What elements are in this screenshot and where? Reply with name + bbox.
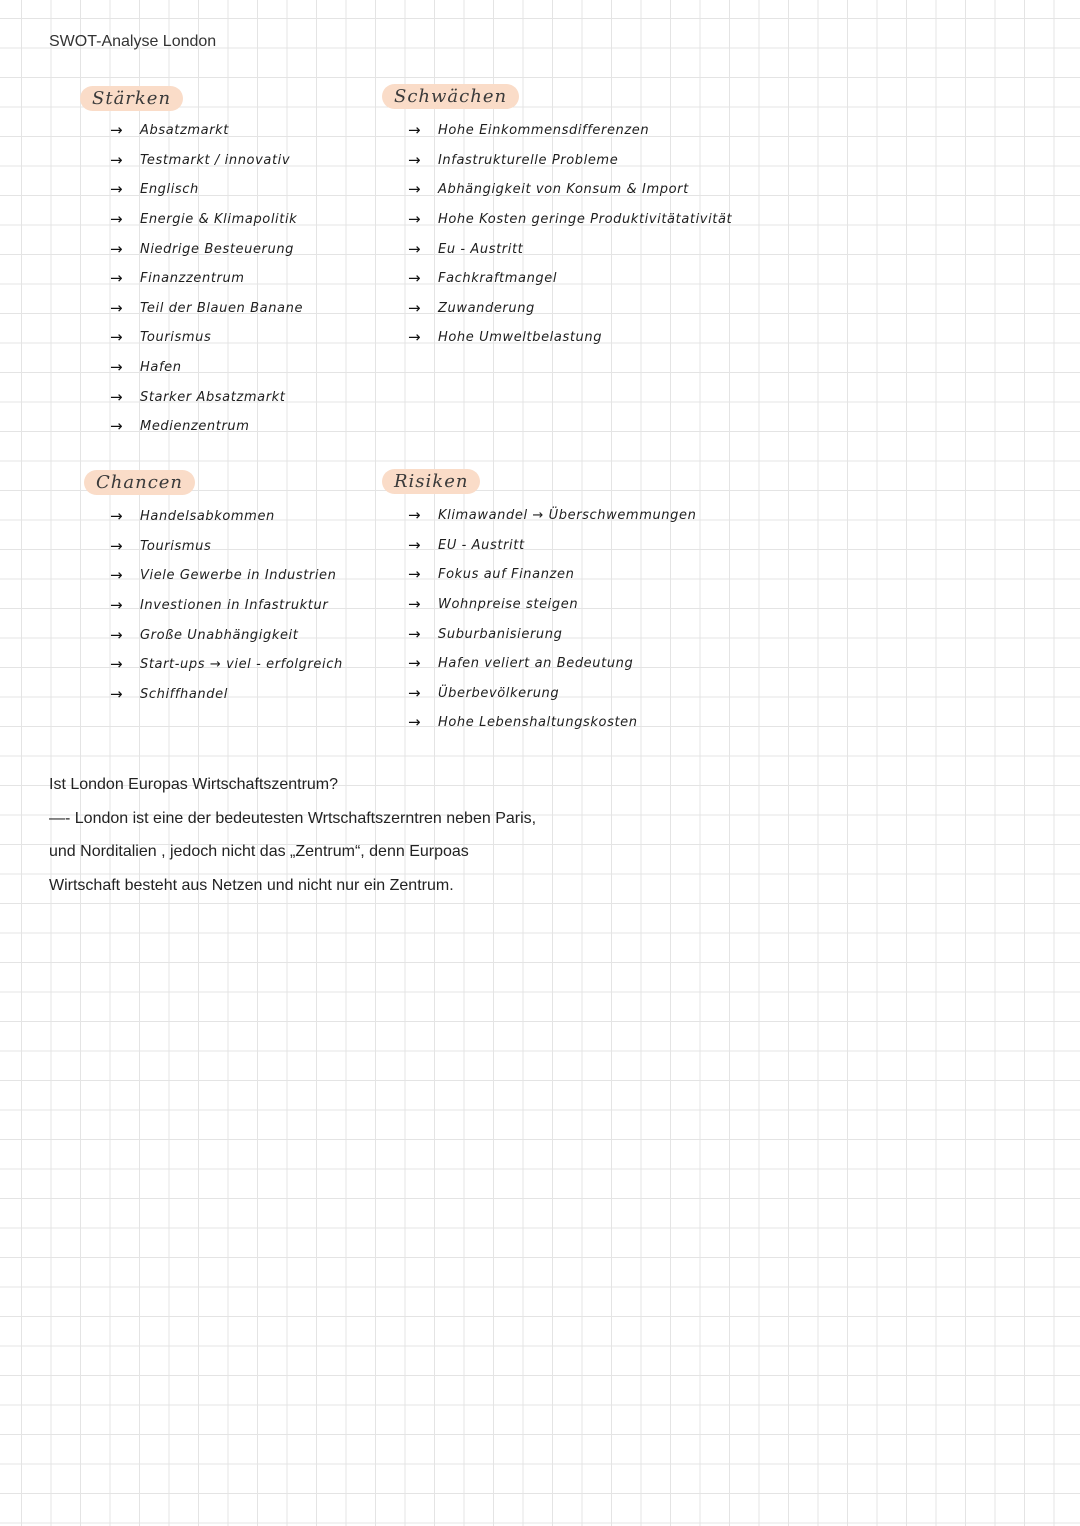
list-item: → Start-ups → viel - erfolgreich [110, 655, 343, 674]
list-item: → Überbevölkerung [408, 683, 560, 702]
list-item: → Investionen in Infastruktur [110, 596, 329, 615]
arrow-icon: → [408, 150, 422, 169]
arrow-icon: → [408, 239, 422, 258]
page-title: SWOT-Analyse London [49, 33, 217, 50]
arrow-icon: → [110, 684, 124, 703]
arrow-icon: → [110, 328, 124, 347]
answer-line: und Norditalien , jedoch nicht das „Zentrum“, denn Eurpoas [49, 843, 469, 860]
list-item: → EU - Austritt [408, 535, 525, 554]
arrow-icon: → [110, 655, 124, 674]
strengths-heading-text: Stärken [92, 88, 172, 109]
arrow-icon: → [408, 683, 422, 702]
arrow-icon: → [110, 417, 124, 436]
arrow-icon: → [408, 654, 422, 673]
arrow-icon: → [408, 121, 422, 140]
weaknesses-section [382, 84, 732, 353]
answer-line: —- London ist eine der bedeutesten Wrtschaftszerntren neben Paris, [49, 809, 537, 827]
threats-heading [382, 469, 480, 494]
threats-section [382, 469, 696, 738]
arrow-icon: → [110, 121, 124, 140]
list-item: → Energie & Klimapolitik [110, 210, 298, 229]
strengths-section [80, 86, 303, 442]
opportunities-heading-text: Chancen [96, 472, 184, 493]
arrow-icon: → [110, 507, 124, 526]
arrow-icon: → [110, 358, 124, 377]
list-item: → Wohnpreise steigen [408, 595, 579, 614]
list-item: → Hohe Lebenshaltungskosten [408, 713, 638, 732]
list-item: → Abhängigkeit von Konsum & Import [408, 180, 689, 199]
opportunities-heading [84, 470, 195, 495]
list-item: → Teil der Blauen Banane [110, 298, 304, 317]
list-item: → Starker Absatzmarkt [110, 387, 286, 406]
arrow-icon: → [110, 180, 124, 199]
list-item: → Tourismus [110, 536, 212, 555]
list-item: → Absatzmarkt [110, 121, 230, 140]
list-item: → Zuwanderung [408, 298, 535, 317]
opportunities-list [110, 502, 343, 709]
arrow-icon: → [408, 210, 422, 229]
arrow-icon: → [110, 239, 124, 258]
list-item: → Große Unabhängigkeit [110, 625, 299, 644]
arrow-icon: → [408, 535, 422, 554]
list-item: → Finanzzentrum [110, 269, 245, 288]
arrow-icon: → [408, 565, 422, 584]
weaknesses-heading-text: Schwächen [394, 86, 508, 107]
answer-question: Ist London Europas Wirtschaftszentrum? [49, 776, 339, 793]
list-item: → Testmarkt / innovativ [110, 150, 291, 169]
weaknesses-heading [382, 84, 519, 109]
list-item: → Hafen veliert an Bedeutung [408, 654, 634, 673]
arrow-icon: → [408, 595, 422, 614]
arrow-icon: → [110, 625, 124, 644]
list-item: → Eu - Austritt [408, 239, 524, 258]
arrow-icon: → [110, 210, 124, 229]
list-item: → Handelsabkommen [110, 507, 275, 526]
arrow-icon: → [408, 506, 422, 525]
arrow-icon: → [110, 536, 124, 555]
arrow-icon: → [110, 298, 124, 317]
arrow-icon: → [408, 328, 422, 347]
list-item: → Klimawandel → Überschwemmungen [408, 506, 697, 525]
weaknesses-list [408, 116, 732, 353]
arrow-icon: → [110, 566, 124, 585]
arrow-icon: → [408, 298, 422, 317]
list-item: → Suburbanisierung [408, 624, 563, 643]
arrow-icon: → [110, 596, 124, 615]
answer-line: Wirtschaft besteht aus Netzen und nicht nur ein Zentrum. [49, 876, 454, 894]
arrow-icon: → [110, 387, 124, 406]
strengths-list [110, 116, 303, 442]
arrow-icon: → [110, 269, 124, 288]
list-item: → Niedrige Besteuerung [110, 239, 295, 258]
threats-heading-text: Risiken [394, 471, 469, 492]
strengths-heading [80, 86, 183, 111]
list-item: → Tourismus [110, 328, 212, 347]
answer-block [49, 775, 669, 909]
list-item: → Fokus auf Finanzen [408, 565, 575, 584]
opportunities-section [84, 470, 343, 709]
list-item: → Infastrukturelle Probleme [408, 150, 619, 169]
list-item: → Hafen [110, 358, 182, 377]
list-item: → Hohe Umweltbelastung [408, 328, 603, 347]
threats-list [408, 501, 696, 738]
list-item: → Hohe Kosten geringe Produktivitätativität [408, 210, 733, 229]
arrow-icon: → [408, 180, 422, 199]
arrow-icon: → [408, 713, 422, 732]
list-item: → Fachkraftmangel [408, 269, 558, 288]
list-item: → Schiffhandel [110, 684, 228, 703]
list-item: → Medienzentrum [110, 417, 250, 436]
arrow-icon: → [408, 269, 422, 288]
list-item: → Englisch [110, 180, 199, 199]
list-item: → Hohe Einkommensdifferenzen [408, 121, 650, 140]
list-item: → Viele Gewerbe in Industrien [110, 566, 337, 585]
arrow-icon: → [408, 624, 422, 643]
arrow-icon: → [110, 150, 124, 169]
